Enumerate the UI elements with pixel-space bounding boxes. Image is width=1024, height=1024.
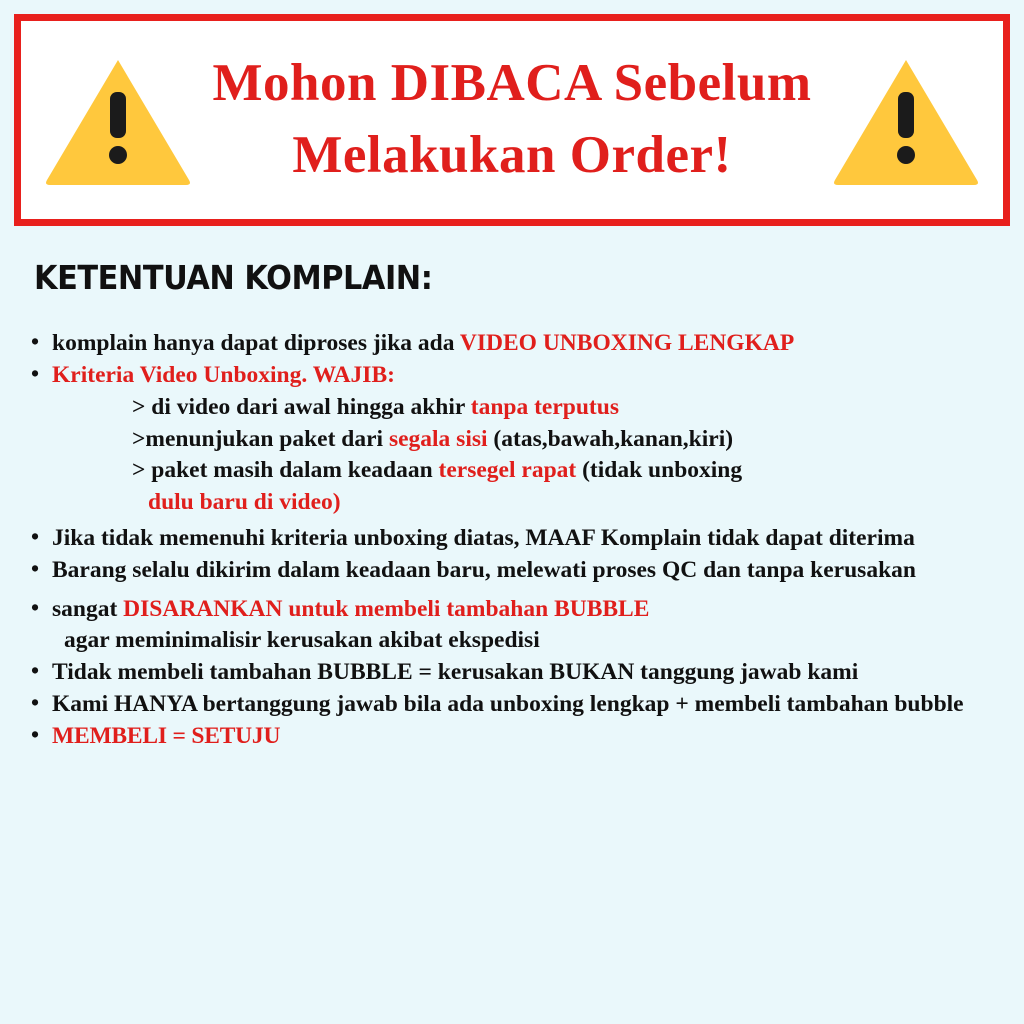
banner-title-line2: Melakukan Order!: [292, 126, 732, 184]
sub3-text-red: tersegel rapat: [438, 457, 577, 484]
list-item-criteria-not-met: • Jika tidak memenuhi kriteria unboxing diatas, MAAF Komplain tidak dapat diterima: [22, 523, 1002, 554]
sub3-text-black-2: (tidak unboxing: [576, 457, 743, 484]
item1-text-red: VIDEO UNBOXING LENGKAP: [459, 330, 795, 356]
warning-triangle-icon-right: [831, 54, 981, 186]
sub1-text-red: tanpa terputus: [470, 394, 619, 421]
warning-triangle-icon: [43, 54, 193, 186]
banner-title-line1: Mohon DIBACA Sebelum: [212, 54, 812, 113]
list-item-agreement: • MEMBELI = SETUJU: [22, 721, 1002, 752]
list-item-no-bubble: • Tidak membeli tambahan BUBBLE = kerusakan BUKAN tanggung jawab kami: [22, 657, 1002, 688]
section-heading: KETENTUAN KOMPLAIN:: [34, 258, 433, 297]
sub3-text-black: > paket masih dalam keadaan: [132, 457, 439, 484]
list-item-bubble-recommended: [22, 594, 1002, 656]
criteria-sublist: [52, 392, 1002, 519]
sub-item-all-sides: [52, 424, 1002, 456]
item5-text-black: sangat: [52, 595, 124, 622]
list-item-responsibility: • Kami HANYA bertanggung jawab bila ada unboxing lengkap + membeli tambahan bubble: [22, 689, 1002, 720]
terms-content: [22, 328, 1002, 753]
sub-item-sealed: [52, 455, 1002, 487]
list-item-criteria-title: [22, 360, 1002, 519]
list-item-qc-new: • Barang selalu dikirim dalam keadaan baru, melewati proses QC dan tanpa kerusakan: [22, 555, 1002, 586]
item5-text-second-line: agar meminimalisir kerusakan akibat ekspedisi: [64, 626, 540, 653]
warning-banner: [14, 14, 1010, 226]
list-item-complaint-video: [22, 328, 1002, 359]
sub1-text-black: > di video dari awal hingga akhir: [132, 394, 471, 421]
item1-text-black: komplain hanya dapat diproses jika ada: [52, 330, 460, 356]
sub2-text-black: >menunjukan paket dari: [132, 425, 389, 452]
sub-item-continuous: [52, 392, 1002, 424]
sub2-text-black-2: (atas,bawah,kanan,kiri): [487, 425, 734, 452]
terms-list: [22, 328, 1002, 752]
banner-title: [193, 48, 831, 191]
item2-text: Kriteria Video Unboxing. WAJIB:: [52, 362, 395, 389]
sub-item-sealed-continued: dulu baru di video): [148, 489, 341, 516]
item5-text-red: DISARANKAN untuk membeli tambahan BUBBLE: [123, 595, 650, 622]
sub2-text-red: segala sisi: [388, 425, 488, 452]
